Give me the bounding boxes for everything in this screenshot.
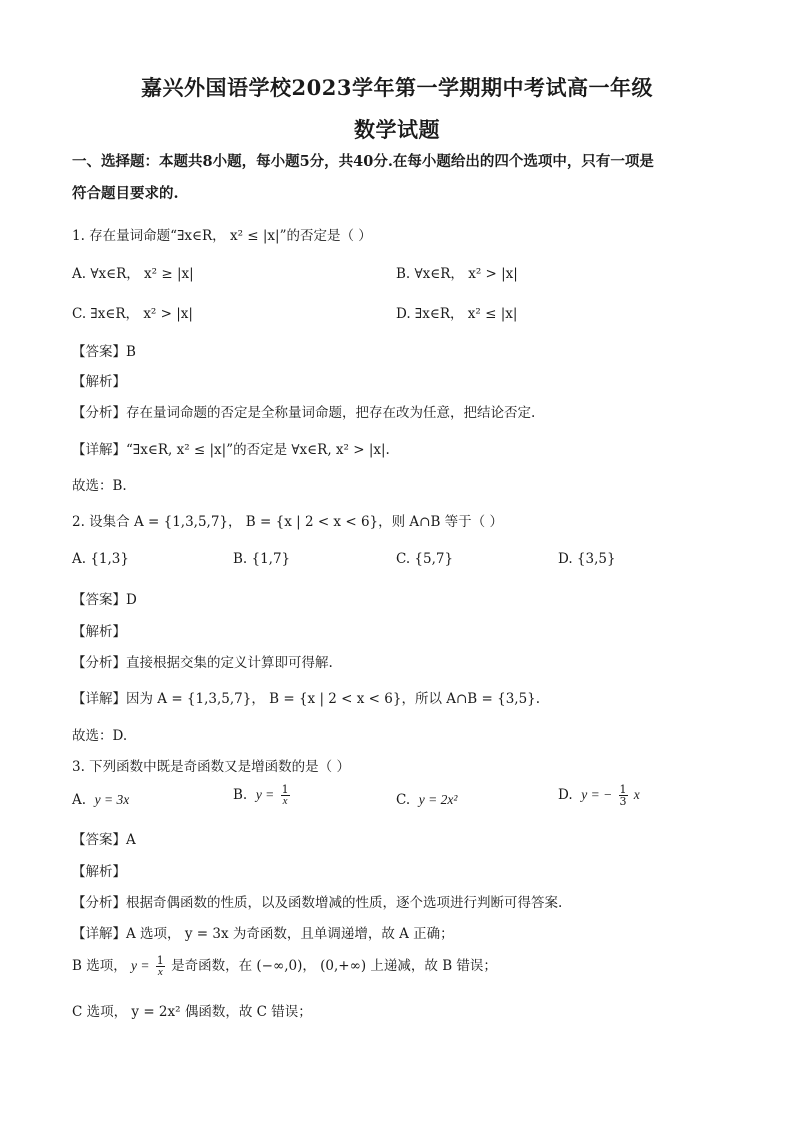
q3-option-d-rhs: x <box>633 787 640 802</box>
q3-detail-b-suffix: 是奇函数，在 (−∞,0)， (0,+∞) 上递减，故 B 错误； <box>171 958 497 974</box>
q3-option-d-numerator: 1 <box>619 783 627 796</box>
q3-detail-b-numerator: 1 <box>156 954 164 967</box>
q3-option-b-fraction <box>281 784 290 807</box>
q3-option-a <box>72 792 129 808</box>
q3-option-c-label: C. <box>396 792 411 808</box>
q1-answer: 【答案】B <box>72 344 136 360</box>
q3-analysis: 【分析】根据奇偶函数的性质，以及函数增减的性质，逐个选项进行判断可得答案. <box>72 895 563 911</box>
q3-option-a-expr: y = 3x <box>94 792 130 807</box>
section-heading-line2: 符合题目要求的. <box>72 185 179 202</box>
q3-option-b-lhs: y = <box>255 787 275 802</box>
q1-analysis: 【分析】存在量词命题的否定是全称量词命题，把存在改为任意，把结论否定. <box>72 405 536 421</box>
q3-detail-a: 【详解】A 选项， y = 3x 为奇函数，且单调递增，故 A 正确； <box>72 926 454 942</box>
q3-option-b <box>233 784 292 807</box>
q1-detail: 【详解】“∃x∈R, x² ≤ |x|”的否定是 ∀x∈R, x² > |x|. <box>72 442 390 458</box>
q2-option-c: C. {5,7} <box>396 551 454 567</box>
exam-subtitle: 数学试题 <box>354 117 440 142</box>
q3-option-d-fraction <box>619 784 628 807</box>
q3-option-b-label: B. <box>233 787 248 803</box>
q3-stem: 3. 下列函数中既是奇函数又是增函数的是（ ） <box>72 759 350 775</box>
q2-jiexi: 【解析】 <box>72 624 126 640</box>
q3-option-c <box>396 792 457 808</box>
q3-option-d-label: D. <box>558 787 573 803</box>
q3-jiexi: 【解析】 <box>72 864 126 880</box>
q3-option-d <box>558 784 640 807</box>
q1-option-d: D. ∃x∈R， x² ≤ |x| <box>396 306 518 322</box>
q2-option-a: A. {1,3} <box>72 551 129 567</box>
section-heading-line1: 一、选择题：本题共8小题，每小题5分，共40分.在每小题给出的四个选项中，只有一项是 <box>72 153 654 170</box>
q3-option-d-denominator: 3 <box>619 795 627 808</box>
q2-answer: 【答案】D <box>72 592 137 608</box>
q2-analysis: 【分析】直接根据交集的定义计算即可得解. <box>72 655 333 671</box>
q3-detail-c: C 选项， y = 2x² 偶函数，故 C 错误； <box>72 1004 312 1020</box>
q3-option-c-expr: y = 2x² <box>418 792 458 807</box>
q1-option-a: A. ∀x∈R， x² ≥ |x| <box>72 266 194 282</box>
q2-detail: 【详解】因为 A = {1,3,5,7}， B = {x | 2 < x < 6}，所以 A∩B = {3,5}. <box>72 691 541 707</box>
q3-option-b-denominator: x <box>282 795 288 807</box>
q1-option-b: B. ∀x∈R， x² > |x| <box>396 266 518 282</box>
q1-jiexi: 【解析】 <box>72 374 126 390</box>
q1-choose: 故选：B. <box>72 478 127 494</box>
q3-option-b-numerator: 1 <box>281 783 289 796</box>
q3-option-a-label: A. <box>72 792 87 808</box>
exam-title: 嘉兴外国语学校2023学年第一学期期中考试高一年级 <box>141 75 653 100</box>
q3-option-d-lhs: y = − <box>581 787 613 802</box>
q2-option-b: B. {1,7} <box>233 551 291 567</box>
q3-answer: 【答案】A <box>72 832 136 848</box>
q2-option-d: D. {3,5} <box>558 551 616 567</box>
q2-stem: 2. 设集合 A = {1,3,5,7}， B = {x | 2 < x < 6}，则 A∩B 等于（ ） <box>72 514 503 530</box>
q3-detail-b-fraction <box>156 955 165 978</box>
q1-stem: 1. 存在量词命题“∃x∈R， x² ≤ |x|”的否定是（ ） <box>72 228 372 244</box>
q3-detail-b-denominator: x <box>157 966 163 978</box>
q2-choose: 故选：D. <box>72 728 128 744</box>
q3-detail-b-prefix: B 选项， <box>72 958 127 974</box>
q3-detail-b-lhs: y = <box>131 958 150 973</box>
q3-detail-b <box>72 954 497 978</box>
q1-option-c: C. ∃x∈R， x² > |x| <box>72 306 193 322</box>
